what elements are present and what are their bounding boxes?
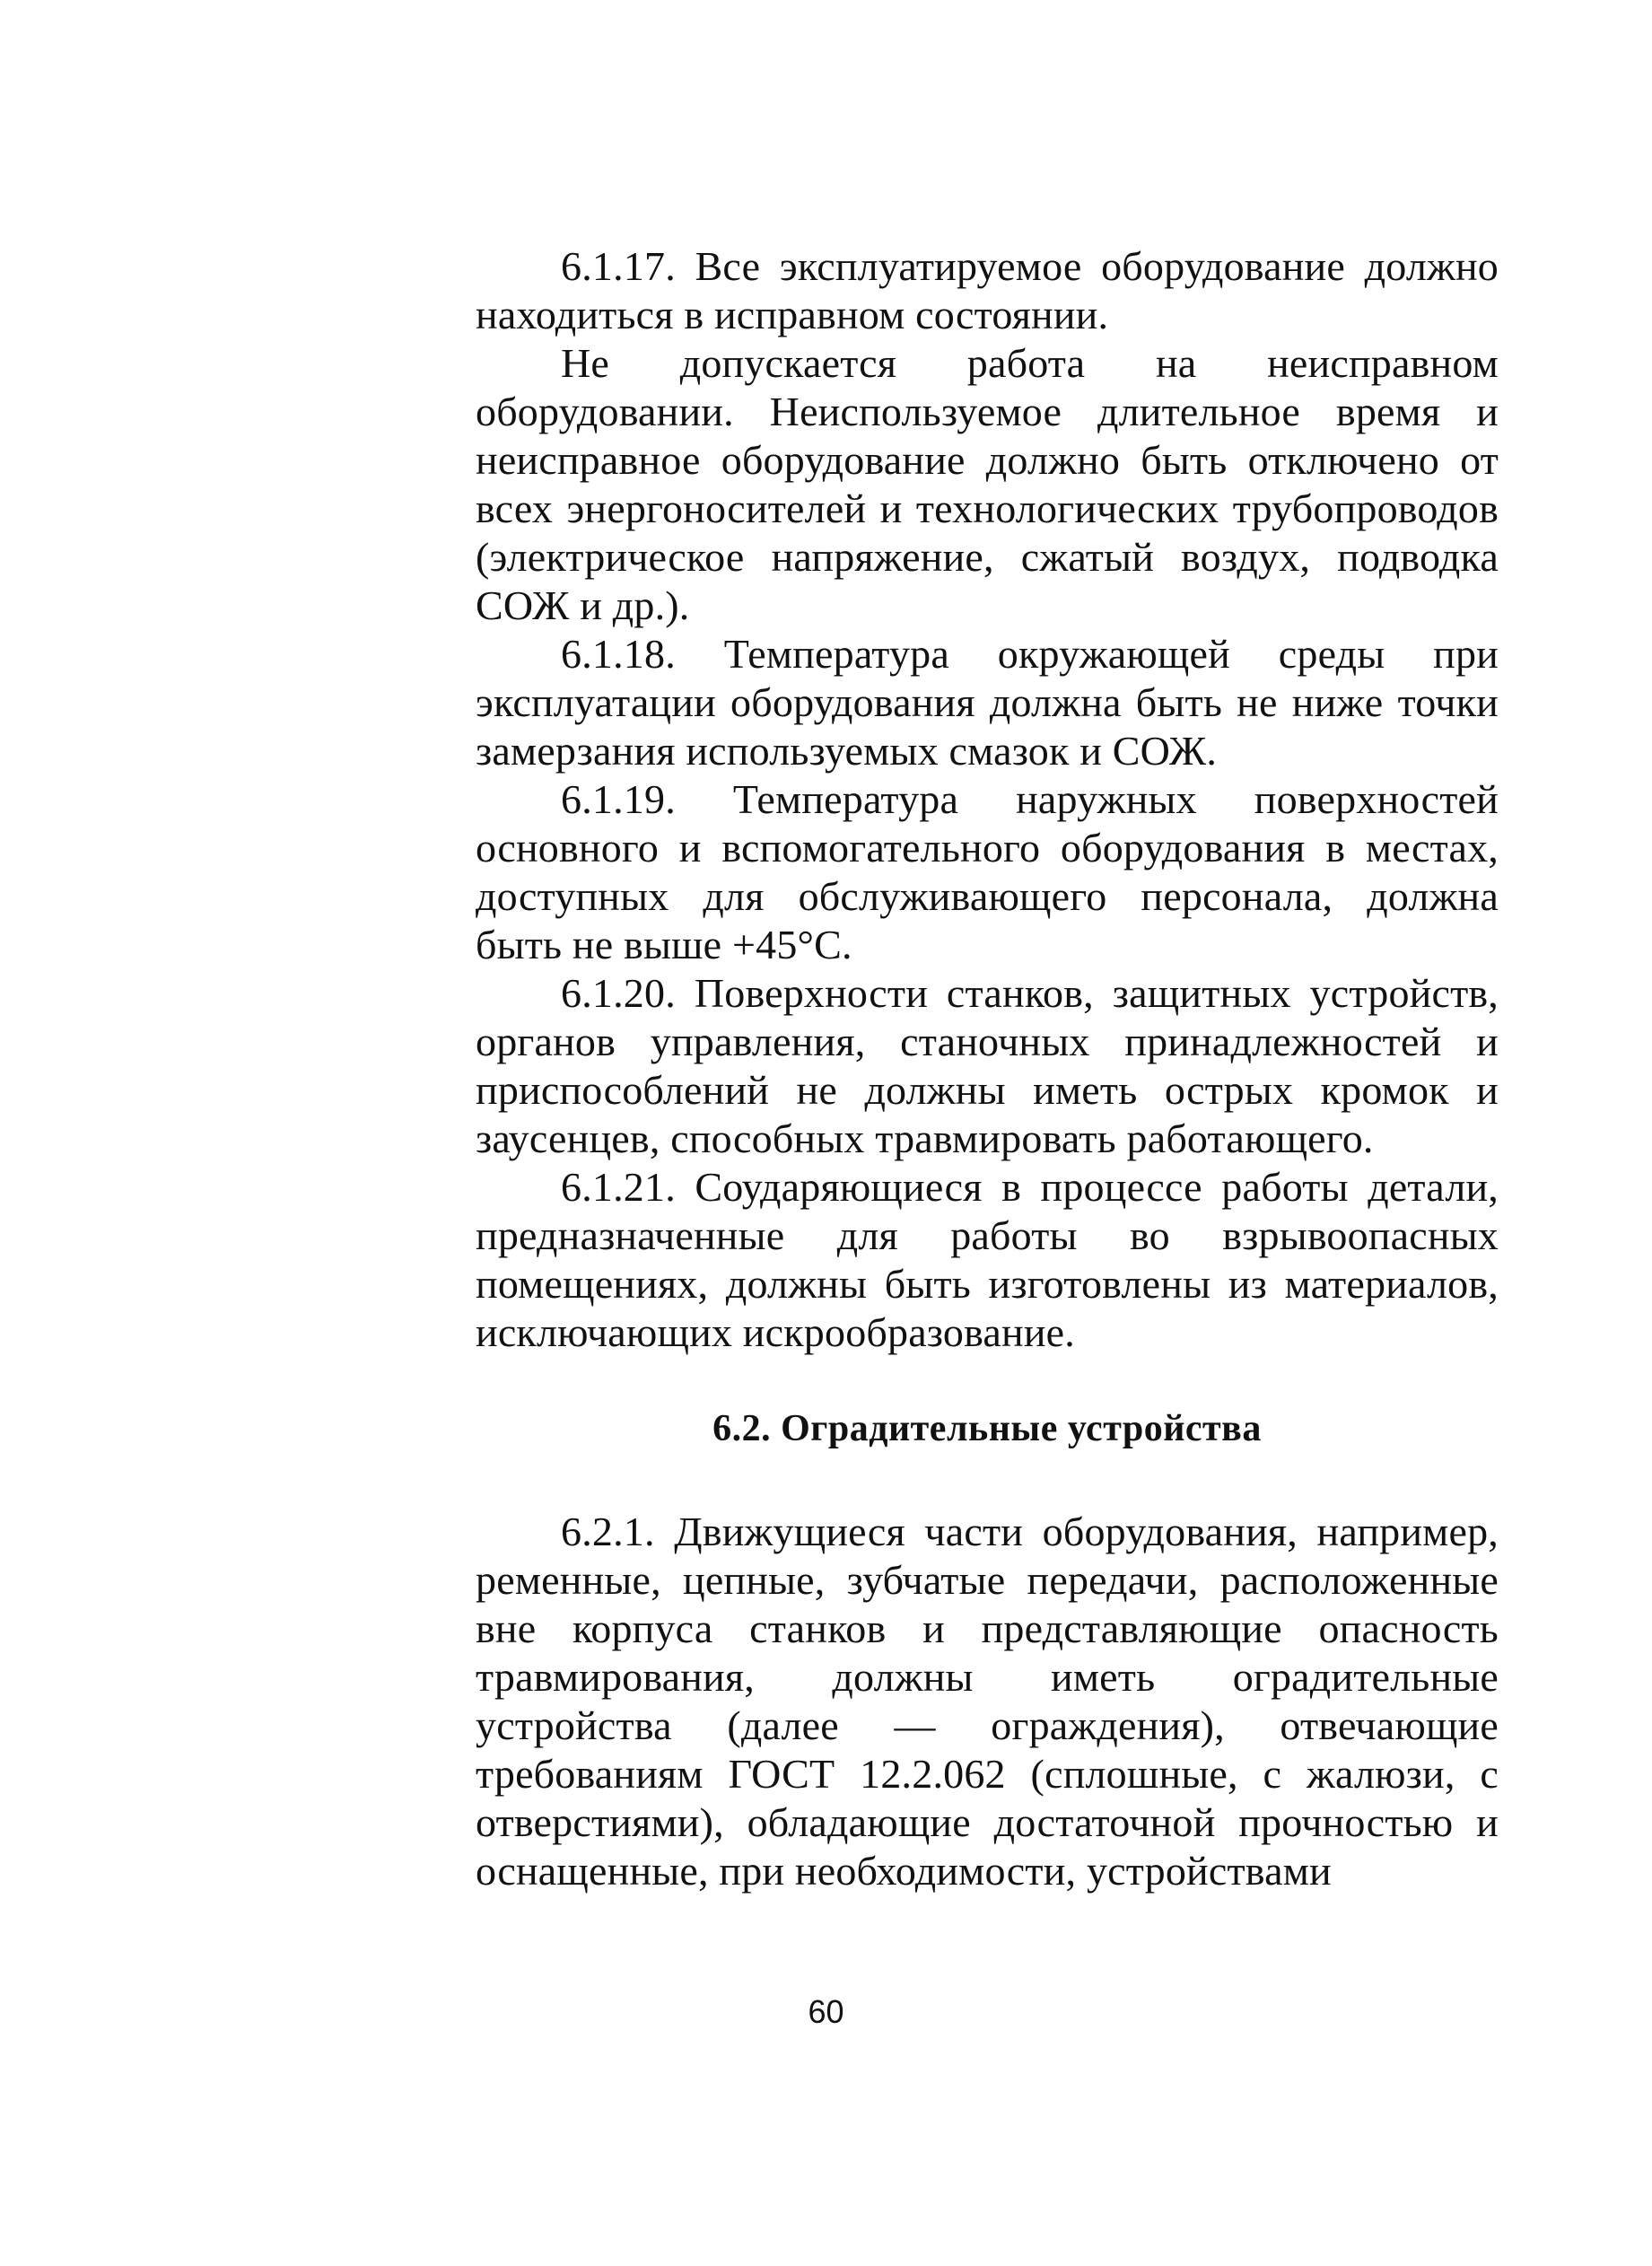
page-number: 60 xyxy=(808,1993,844,2030)
text-block-bottom xyxy=(476,1508,1499,1895)
paragraph-6-1-18: 6.1.18. Температура окружающей среды при эксплуатации оборудования должна быть не ниже точки замерзания используемых смазок и СОЖ. xyxy=(476,631,1499,774)
paragraph-6-2-1: 6.2.1. Движущиеся части оборудования, например, ременные, цепные, зубчатые передачи, расположенные вне корпуса станков и представляющие опасность травмирования, должны иметь оградительные устройства (далее — ограждения), отвечающие требованиям ГОСТ 12.2.062 (сплошные, с жалюзи, с отверстиями), обладающие достаточной прочностью и оснащенные, при необходимости, устройствами xyxy=(476,1509,1499,1894)
text-block-top xyxy=(476,242,1499,1357)
section-heading: 6.2. Оградительные устройства xyxy=(712,1408,1262,1449)
paragraph-6-1-20: 6.1.20. Поверхности станков, защитных устройств, органов управления, станочных принадлежностей и приспособлений не должны иметь острых кромок и заусенцев, способных травмировать работающего. xyxy=(476,970,1499,1161)
paragraph-6-1-21: 6.1.21. Соударяющиеся в процессе работы детали, предназначенные для работы во взрывоопасных помещениях, должны быть изготовлены из материалов, исключающих искрообразование. xyxy=(476,1164,1499,1355)
paragraph-6-1-17-continued: Не допускается работа на неисправном оборудовании. Неиспользуемое длительное время и неисправное оборудование должно быть отключено от всех энергоносителей и технологических трубопроводов (электрическое напряжение, сжатый воздух, подводка СОЖ и др.). xyxy=(476,340,1499,628)
paragraph-6-1-17: 6.1.17. Все эксплуатируемое оборудование должно находиться в исправном состоянии. xyxy=(476,243,1499,337)
paragraph-6-1-19: 6.1.19. Температура наружных поверхностей основного и вспомогательного оборудования в местах, доступных для обслуживающего персонала, должна быть не выше +45°C. xyxy=(476,776,1499,967)
